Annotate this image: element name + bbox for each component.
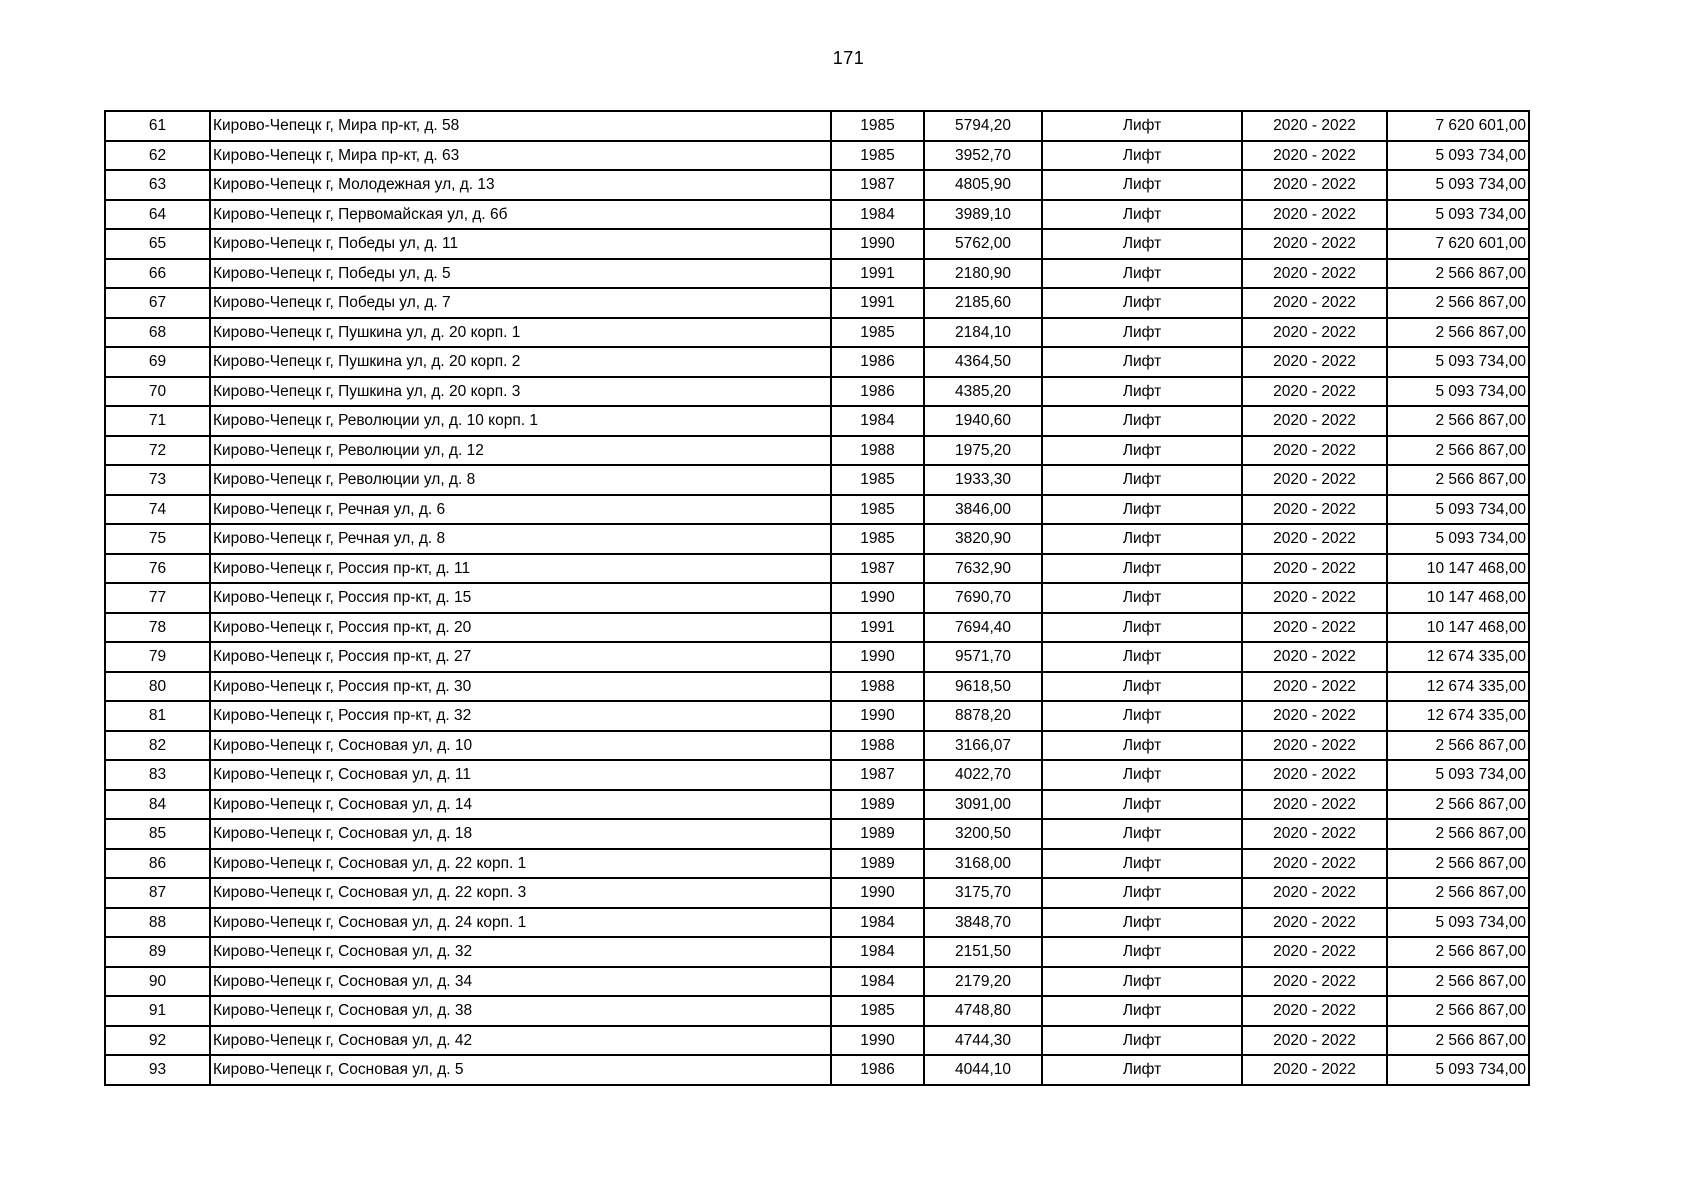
work-period-cell: 2020 - 2022 (1242, 642, 1387, 672)
building-address-cell: Кирово-Чепецк г, Сосновая ул, д. 24 корп. 1 (210, 908, 831, 938)
year-built-cell: 1984 (831, 406, 924, 436)
work-period-cell: 2020 - 2022 (1242, 819, 1387, 849)
building-address-cell: Кирово-Чепецк г, Сосновая ул, д. 42 (210, 1026, 831, 1056)
row-number-cell: 77 (105, 583, 210, 613)
year-built-cell: 1988 (831, 731, 924, 761)
work-period-cell: 2020 - 2022 (1242, 524, 1387, 554)
year-built-cell: 1985 (831, 141, 924, 171)
work-cost-cell: 10 147 468,00 (1387, 613, 1529, 643)
work-type-cell: Лифт (1042, 819, 1242, 849)
total-area-cell: 4385,20 (924, 377, 1042, 407)
work-type-cell: Лифт (1042, 878, 1242, 908)
table-row (105, 200, 1529, 230)
building-address-cell: Кирово-Чепецк г, Сосновая ул, д. 11 (210, 760, 831, 790)
building-address-cell: Кирово-Чепецк г, Россия пр-кт, д. 30 (210, 672, 831, 702)
work-type-cell: Лифт (1042, 465, 1242, 495)
building-address-cell: Кирово-Чепецк г, Революции ул, д. 8 (210, 465, 831, 495)
row-number-cell: 83 (105, 760, 210, 790)
year-built-cell: 1984 (831, 200, 924, 230)
work-cost-cell: 2 566 867,00 (1387, 1026, 1529, 1056)
work-cost-cell: 2 566 867,00 (1387, 406, 1529, 436)
table-row (105, 170, 1529, 200)
row-number-cell: 72 (105, 436, 210, 466)
building-address-cell: Кирово-Чепецк г, Сосновая ул, д. 10 (210, 731, 831, 761)
year-built-cell: 1984 (831, 967, 924, 997)
year-built-cell: 1991 (831, 613, 924, 643)
work-type-cell: Лифт (1042, 583, 1242, 613)
building-address-cell: Кирово-Чепецк г, Революции ул, д. 12 (210, 436, 831, 466)
building-address-cell: Кирово-Чепецк г, Пушкина ул, д. 20 корп. 1 (210, 318, 831, 348)
work-period-cell: 2020 - 2022 (1242, 583, 1387, 613)
row-number-cell: 79 (105, 642, 210, 672)
work-type-cell: Лифт (1042, 908, 1242, 938)
year-built-cell: 1986 (831, 1055, 924, 1085)
year-built-cell: 1990 (831, 229, 924, 259)
row-number-cell: 70 (105, 377, 210, 407)
row-number-cell: 62 (105, 141, 210, 171)
work-type-cell: Лифт (1042, 937, 1242, 967)
work-type-cell: Лифт (1042, 701, 1242, 731)
total-area-cell: 1975,20 (924, 436, 1042, 466)
building-address-cell: Кирово-Чепецк г, Речная ул, д. 6 (210, 495, 831, 525)
table-row (105, 878, 1529, 908)
work-period-cell: 2020 - 2022 (1242, 200, 1387, 230)
row-number-cell: 69 (105, 347, 210, 377)
row-number-cell: 81 (105, 701, 210, 731)
total-area-cell: 8878,20 (924, 701, 1042, 731)
row-number-cell: 87 (105, 878, 210, 908)
work-period-cell: 2020 - 2022 (1242, 1026, 1387, 1056)
total-area-cell: 4744,30 (924, 1026, 1042, 1056)
year-built-cell: 1987 (831, 554, 924, 584)
year-built-cell: 1988 (831, 672, 924, 702)
work-type-cell: Лифт (1042, 554, 1242, 584)
work-type-cell: Лифт (1042, 377, 1242, 407)
work-cost-cell: 12 674 335,00 (1387, 642, 1529, 672)
row-number-cell: 92 (105, 1026, 210, 1056)
table-row (105, 1055, 1529, 1085)
row-number-cell: 68 (105, 318, 210, 348)
total-area-cell: 4044,10 (924, 1055, 1042, 1085)
table-row (105, 642, 1529, 672)
row-number-cell: 65 (105, 229, 210, 259)
row-number-cell: 82 (105, 731, 210, 761)
building-address-cell: Кирово-Чепецк г, Сосновая ул, д. 38 (210, 996, 831, 1026)
year-built-cell: 1990 (831, 583, 924, 613)
table-body (105, 111, 1529, 1085)
work-type-cell: Лифт (1042, 731, 1242, 761)
work-type-cell: Лифт (1042, 613, 1242, 643)
table-row (105, 790, 1529, 820)
work-cost-cell: 2 566 867,00 (1387, 849, 1529, 879)
year-built-cell: 1985 (831, 465, 924, 495)
table-row (105, 583, 1529, 613)
work-period-cell: 2020 - 2022 (1242, 701, 1387, 731)
row-number-cell: 90 (105, 967, 210, 997)
year-built-cell: 1991 (831, 259, 924, 289)
table-row (105, 613, 1529, 643)
building-address-cell: Кирово-Чепецк г, Мира пр-кт, д. 58 (210, 111, 831, 141)
table-row (105, 908, 1529, 938)
work-period-cell: 2020 - 2022 (1242, 996, 1387, 1026)
work-type-cell: Лифт (1042, 849, 1242, 879)
work-period-cell: 2020 - 2022 (1242, 436, 1387, 466)
row-number-cell: 93 (105, 1055, 210, 1085)
total-area-cell: 3848,70 (924, 908, 1042, 938)
work-period-cell: 2020 - 2022 (1242, 259, 1387, 289)
work-cost-cell: 2 566 867,00 (1387, 878, 1529, 908)
work-cost-cell: 7 620 601,00 (1387, 229, 1529, 259)
row-number-cell: 89 (105, 937, 210, 967)
building-address-cell: Кирово-Чепецк г, Пушкина ул, д. 20 корп. 3 (210, 377, 831, 407)
work-cost-cell: 2 566 867,00 (1387, 790, 1529, 820)
work-cost-cell: 5 093 734,00 (1387, 200, 1529, 230)
row-number-cell: 74 (105, 495, 210, 525)
building-address-cell: Кирово-Чепецк г, Сосновая ул, д. 14 (210, 790, 831, 820)
work-type-cell: Лифт (1042, 996, 1242, 1026)
work-type-cell: Лифт (1042, 288, 1242, 318)
work-type-cell: Лифт (1042, 141, 1242, 171)
year-built-cell: 1988 (831, 436, 924, 466)
work-cost-cell: 7 620 601,00 (1387, 111, 1529, 141)
total-area-cell: 5762,00 (924, 229, 1042, 259)
work-type-cell: Лифт (1042, 760, 1242, 790)
total-area-cell: 3989,10 (924, 200, 1042, 230)
work-period-cell: 2020 - 2022 (1242, 908, 1387, 938)
work-type-cell: Лифт (1042, 229, 1242, 259)
page-number: 171 (832, 48, 865, 68)
year-built-cell: 1990 (831, 878, 924, 908)
work-type-cell: Лифт (1042, 1055, 1242, 1085)
total-area-cell: 3952,70 (924, 141, 1042, 171)
work-type-cell: Лифт (1042, 1026, 1242, 1056)
work-period-cell: 2020 - 2022 (1242, 377, 1387, 407)
year-built-cell: 1989 (831, 849, 924, 879)
work-cost-cell: 5 093 734,00 (1387, 141, 1529, 171)
work-period-cell: 2020 - 2022 (1242, 465, 1387, 495)
total-area-cell: 2185,60 (924, 288, 1042, 318)
year-built-cell: 1989 (831, 819, 924, 849)
table-row (105, 731, 1529, 761)
work-type-cell: Лифт (1042, 111, 1242, 141)
total-area-cell: 2180,90 (924, 259, 1042, 289)
row-number-cell: 64 (105, 200, 210, 230)
work-cost-cell: 5 093 734,00 (1387, 495, 1529, 525)
work-type-cell: Лифт (1042, 967, 1242, 997)
work-cost-cell: 2 566 867,00 (1387, 259, 1529, 289)
row-number-cell: 67 (105, 288, 210, 318)
work-period-cell: 2020 - 2022 (1242, 849, 1387, 879)
row-number-cell: 88 (105, 908, 210, 938)
building-address-cell: Кирово-Чепецк г, Первомайская ул, д. 6б (210, 200, 831, 230)
building-address-cell: Кирово-Чепецк г, Сосновая ул, д. 32 (210, 937, 831, 967)
year-built-cell: 1984 (831, 908, 924, 938)
building-address-cell: Кирово-Чепецк г, Сосновая ул, д. 5 (210, 1055, 831, 1085)
row-number-cell: 75 (105, 524, 210, 554)
total-area-cell: 3200,50 (924, 819, 1042, 849)
buildings-repair-table (104, 110, 1530, 1086)
work-period-cell: 2020 - 2022 (1242, 937, 1387, 967)
work-type-cell: Лифт (1042, 347, 1242, 377)
work-period-cell: 2020 - 2022 (1242, 1055, 1387, 1085)
table-row (105, 141, 1529, 171)
table-row (105, 288, 1529, 318)
work-cost-cell: 2 566 867,00 (1387, 318, 1529, 348)
total-area-cell: 2151,50 (924, 937, 1042, 967)
work-type-cell: Лифт (1042, 495, 1242, 525)
work-cost-cell: 2 566 867,00 (1387, 937, 1529, 967)
table-row (105, 967, 1529, 997)
total-area-cell: 3166,07 (924, 731, 1042, 761)
work-type-cell: Лифт (1042, 200, 1242, 230)
work-cost-cell: 12 674 335,00 (1387, 672, 1529, 702)
total-area-cell: 4364,50 (924, 347, 1042, 377)
row-number-cell: 61 (105, 111, 210, 141)
work-period-cell: 2020 - 2022 (1242, 878, 1387, 908)
work-period-cell: 2020 - 2022 (1242, 790, 1387, 820)
total-area-cell: 4748,80 (924, 996, 1042, 1026)
building-address-cell: Кирово-Чепецк г, Мира пр-кт, д. 63 (210, 141, 831, 171)
work-period-cell: 2020 - 2022 (1242, 111, 1387, 141)
work-period-cell: 2020 - 2022 (1242, 406, 1387, 436)
table-row (105, 672, 1529, 702)
table-row (105, 229, 1529, 259)
building-address-cell: Кирово-Чепецк г, Россия пр-кт, д. 11 (210, 554, 831, 584)
row-number-cell: 80 (105, 672, 210, 702)
year-built-cell: 1987 (831, 170, 924, 200)
work-period-cell: 2020 - 2022 (1242, 318, 1387, 348)
total-area-cell: 3091,00 (924, 790, 1042, 820)
total-area-cell: 4022,70 (924, 760, 1042, 790)
year-built-cell: 1985 (831, 111, 924, 141)
row-number-cell: 76 (105, 554, 210, 584)
building-address-cell: Кирово-Чепецк г, Речная ул, д. 8 (210, 524, 831, 554)
table-row (105, 1026, 1529, 1056)
row-number-cell: 78 (105, 613, 210, 643)
work-cost-cell: 2 566 867,00 (1387, 967, 1529, 997)
row-number-cell: 84 (105, 790, 210, 820)
work-cost-cell: 10 147 468,00 (1387, 554, 1529, 584)
total-area-cell: 1933,30 (924, 465, 1042, 495)
work-cost-cell: 5 093 734,00 (1387, 170, 1529, 200)
building-address-cell: Кирово-Чепецк г, Россия пр-кт, д. 27 (210, 642, 831, 672)
total-area-cell: 2179,20 (924, 967, 1042, 997)
work-period-cell: 2020 - 2022 (1242, 495, 1387, 525)
total-area-cell: 3846,00 (924, 495, 1042, 525)
building-address-cell: Кирово-Чепецк г, Россия пр-кт, д. 15 (210, 583, 831, 613)
work-cost-cell: 12 674 335,00 (1387, 701, 1529, 731)
work-cost-cell: 5 093 734,00 (1387, 524, 1529, 554)
work-period-cell: 2020 - 2022 (1242, 347, 1387, 377)
row-number-cell: 71 (105, 406, 210, 436)
table-row (105, 465, 1529, 495)
work-type-cell: Лифт (1042, 318, 1242, 348)
work-period-cell: 2020 - 2022 (1242, 967, 1387, 997)
total-area-cell: 3175,70 (924, 878, 1042, 908)
total-area-cell: 5794,20 (924, 111, 1042, 141)
work-period-cell: 2020 - 2022 (1242, 760, 1387, 790)
building-address-cell: Кирово-Чепецк г, Победы ул, д. 11 (210, 229, 831, 259)
work-type-cell: Лифт (1042, 170, 1242, 200)
work-period-cell: 2020 - 2022 (1242, 554, 1387, 584)
table-row (105, 701, 1529, 731)
work-type-cell: Лифт (1042, 406, 1242, 436)
year-built-cell: 1987 (831, 760, 924, 790)
work-period-cell: 2020 - 2022 (1242, 141, 1387, 171)
row-number-cell: 91 (105, 996, 210, 1026)
table-row (105, 436, 1529, 466)
work-cost-cell: 5 093 734,00 (1387, 1055, 1529, 1085)
year-built-cell: 1984 (831, 937, 924, 967)
total-area-cell: 7694,40 (924, 613, 1042, 643)
table-row (105, 259, 1529, 289)
table-row (105, 819, 1529, 849)
year-built-cell: 1990 (831, 1026, 924, 1056)
building-address-cell: Кирово-Чепецк г, Победы ул, д. 5 (210, 259, 831, 289)
work-period-cell: 2020 - 2022 (1242, 288, 1387, 318)
work-cost-cell: 5 093 734,00 (1387, 908, 1529, 938)
total-area-cell: 3820,90 (924, 524, 1042, 554)
table-row (105, 406, 1529, 436)
work-cost-cell: 5 093 734,00 (1387, 347, 1529, 377)
building-address-cell: Кирово-Чепецк г, Молодежная ул, д. 13 (210, 170, 831, 200)
table-row (105, 996, 1529, 1026)
year-built-cell: 1990 (831, 642, 924, 672)
row-number-cell: 73 (105, 465, 210, 495)
work-cost-cell: 2 566 867,00 (1387, 996, 1529, 1026)
table-row (105, 554, 1529, 584)
year-built-cell: 1986 (831, 347, 924, 377)
year-built-cell: 1986 (831, 377, 924, 407)
row-number-cell: 85 (105, 819, 210, 849)
building-address-cell: Кирово-Чепецк г, Россия пр-кт, д. 32 (210, 701, 831, 731)
total-area-cell: 7632,90 (924, 554, 1042, 584)
table-row (105, 111, 1529, 141)
total-area-cell: 9618,50 (924, 672, 1042, 702)
total-area-cell: 2184,10 (924, 318, 1042, 348)
work-cost-cell: 2 566 867,00 (1387, 731, 1529, 761)
work-cost-cell: 2 566 867,00 (1387, 465, 1529, 495)
table-row (105, 347, 1529, 377)
work-type-cell: Лифт (1042, 790, 1242, 820)
row-number-cell: 86 (105, 849, 210, 879)
table-row (105, 524, 1529, 554)
table-row (105, 377, 1529, 407)
row-number-cell: 66 (105, 259, 210, 289)
total-area-cell: 7690,70 (924, 583, 1042, 613)
total-area-cell: 1940,60 (924, 406, 1042, 436)
year-built-cell: 1985 (831, 524, 924, 554)
total-area-cell: 9571,70 (924, 642, 1042, 672)
year-built-cell: 1985 (831, 495, 924, 525)
table-row (105, 495, 1529, 525)
work-type-cell: Лифт (1042, 672, 1242, 702)
work-type-cell: Лифт (1042, 524, 1242, 554)
work-period-cell: 2020 - 2022 (1242, 170, 1387, 200)
table-row (105, 760, 1529, 790)
year-built-cell: 1990 (831, 701, 924, 731)
work-cost-cell: 2 566 867,00 (1387, 436, 1529, 466)
building-address-cell: Кирово-Чепецк г, Сосновая ул, д. 22 корп. 1 (210, 849, 831, 879)
row-number-cell: 63 (105, 170, 210, 200)
work-type-cell: Лифт (1042, 259, 1242, 289)
work-period-cell: 2020 - 2022 (1242, 672, 1387, 702)
work-type-cell: Лифт (1042, 436, 1242, 466)
building-address-cell: Кирово-Чепецк г, Россия пр-кт, д. 20 (210, 613, 831, 643)
table-row (105, 318, 1529, 348)
table-row (105, 849, 1529, 879)
work-cost-cell: 10 147 468,00 (1387, 583, 1529, 613)
work-cost-cell: 2 566 867,00 (1387, 288, 1529, 318)
building-address-cell: Кирово-Чепецк г, Сосновая ул, д. 22 корп. 3 (210, 878, 831, 908)
year-built-cell: 1989 (831, 790, 924, 820)
work-cost-cell: 5 093 734,00 (1387, 760, 1529, 790)
table-row (105, 937, 1529, 967)
total-area-cell: 3168,00 (924, 849, 1042, 879)
work-period-cell: 2020 - 2022 (1242, 613, 1387, 643)
work-period-cell: 2020 - 2022 (1242, 229, 1387, 259)
building-address-cell: Кирово-Чепецк г, Революции ул, д. 10 корп. 1 (210, 406, 831, 436)
work-cost-cell: 2 566 867,00 (1387, 819, 1529, 849)
building-address-cell: Кирово-Чепецк г, Сосновая ул, д. 34 (210, 967, 831, 997)
work-cost-cell: 5 093 734,00 (1387, 377, 1529, 407)
year-built-cell: 1985 (831, 996, 924, 1026)
building-address-cell: Кирово-Чепецк г, Сосновая ул, д. 18 (210, 819, 831, 849)
total-area-cell: 4805,90 (924, 170, 1042, 200)
building-address-cell: Кирово-Чепецк г, Победы ул, д. 7 (210, 288, 831, 318)
year-built-cell: 1985 (831, 318, 924, 348)
year-built-cell: 1991 (831, 288, 924, 318)
building-address-cell: Кирово-Чепецк г, Пушкина ул, д. 20 корп. 2 (210, 347, 831, 377)
work-type-cell: Лифт (1042, 642, 1242, 672)
work-period-cell: 2020 - 2022 (1242, 731, 1387, 761)
